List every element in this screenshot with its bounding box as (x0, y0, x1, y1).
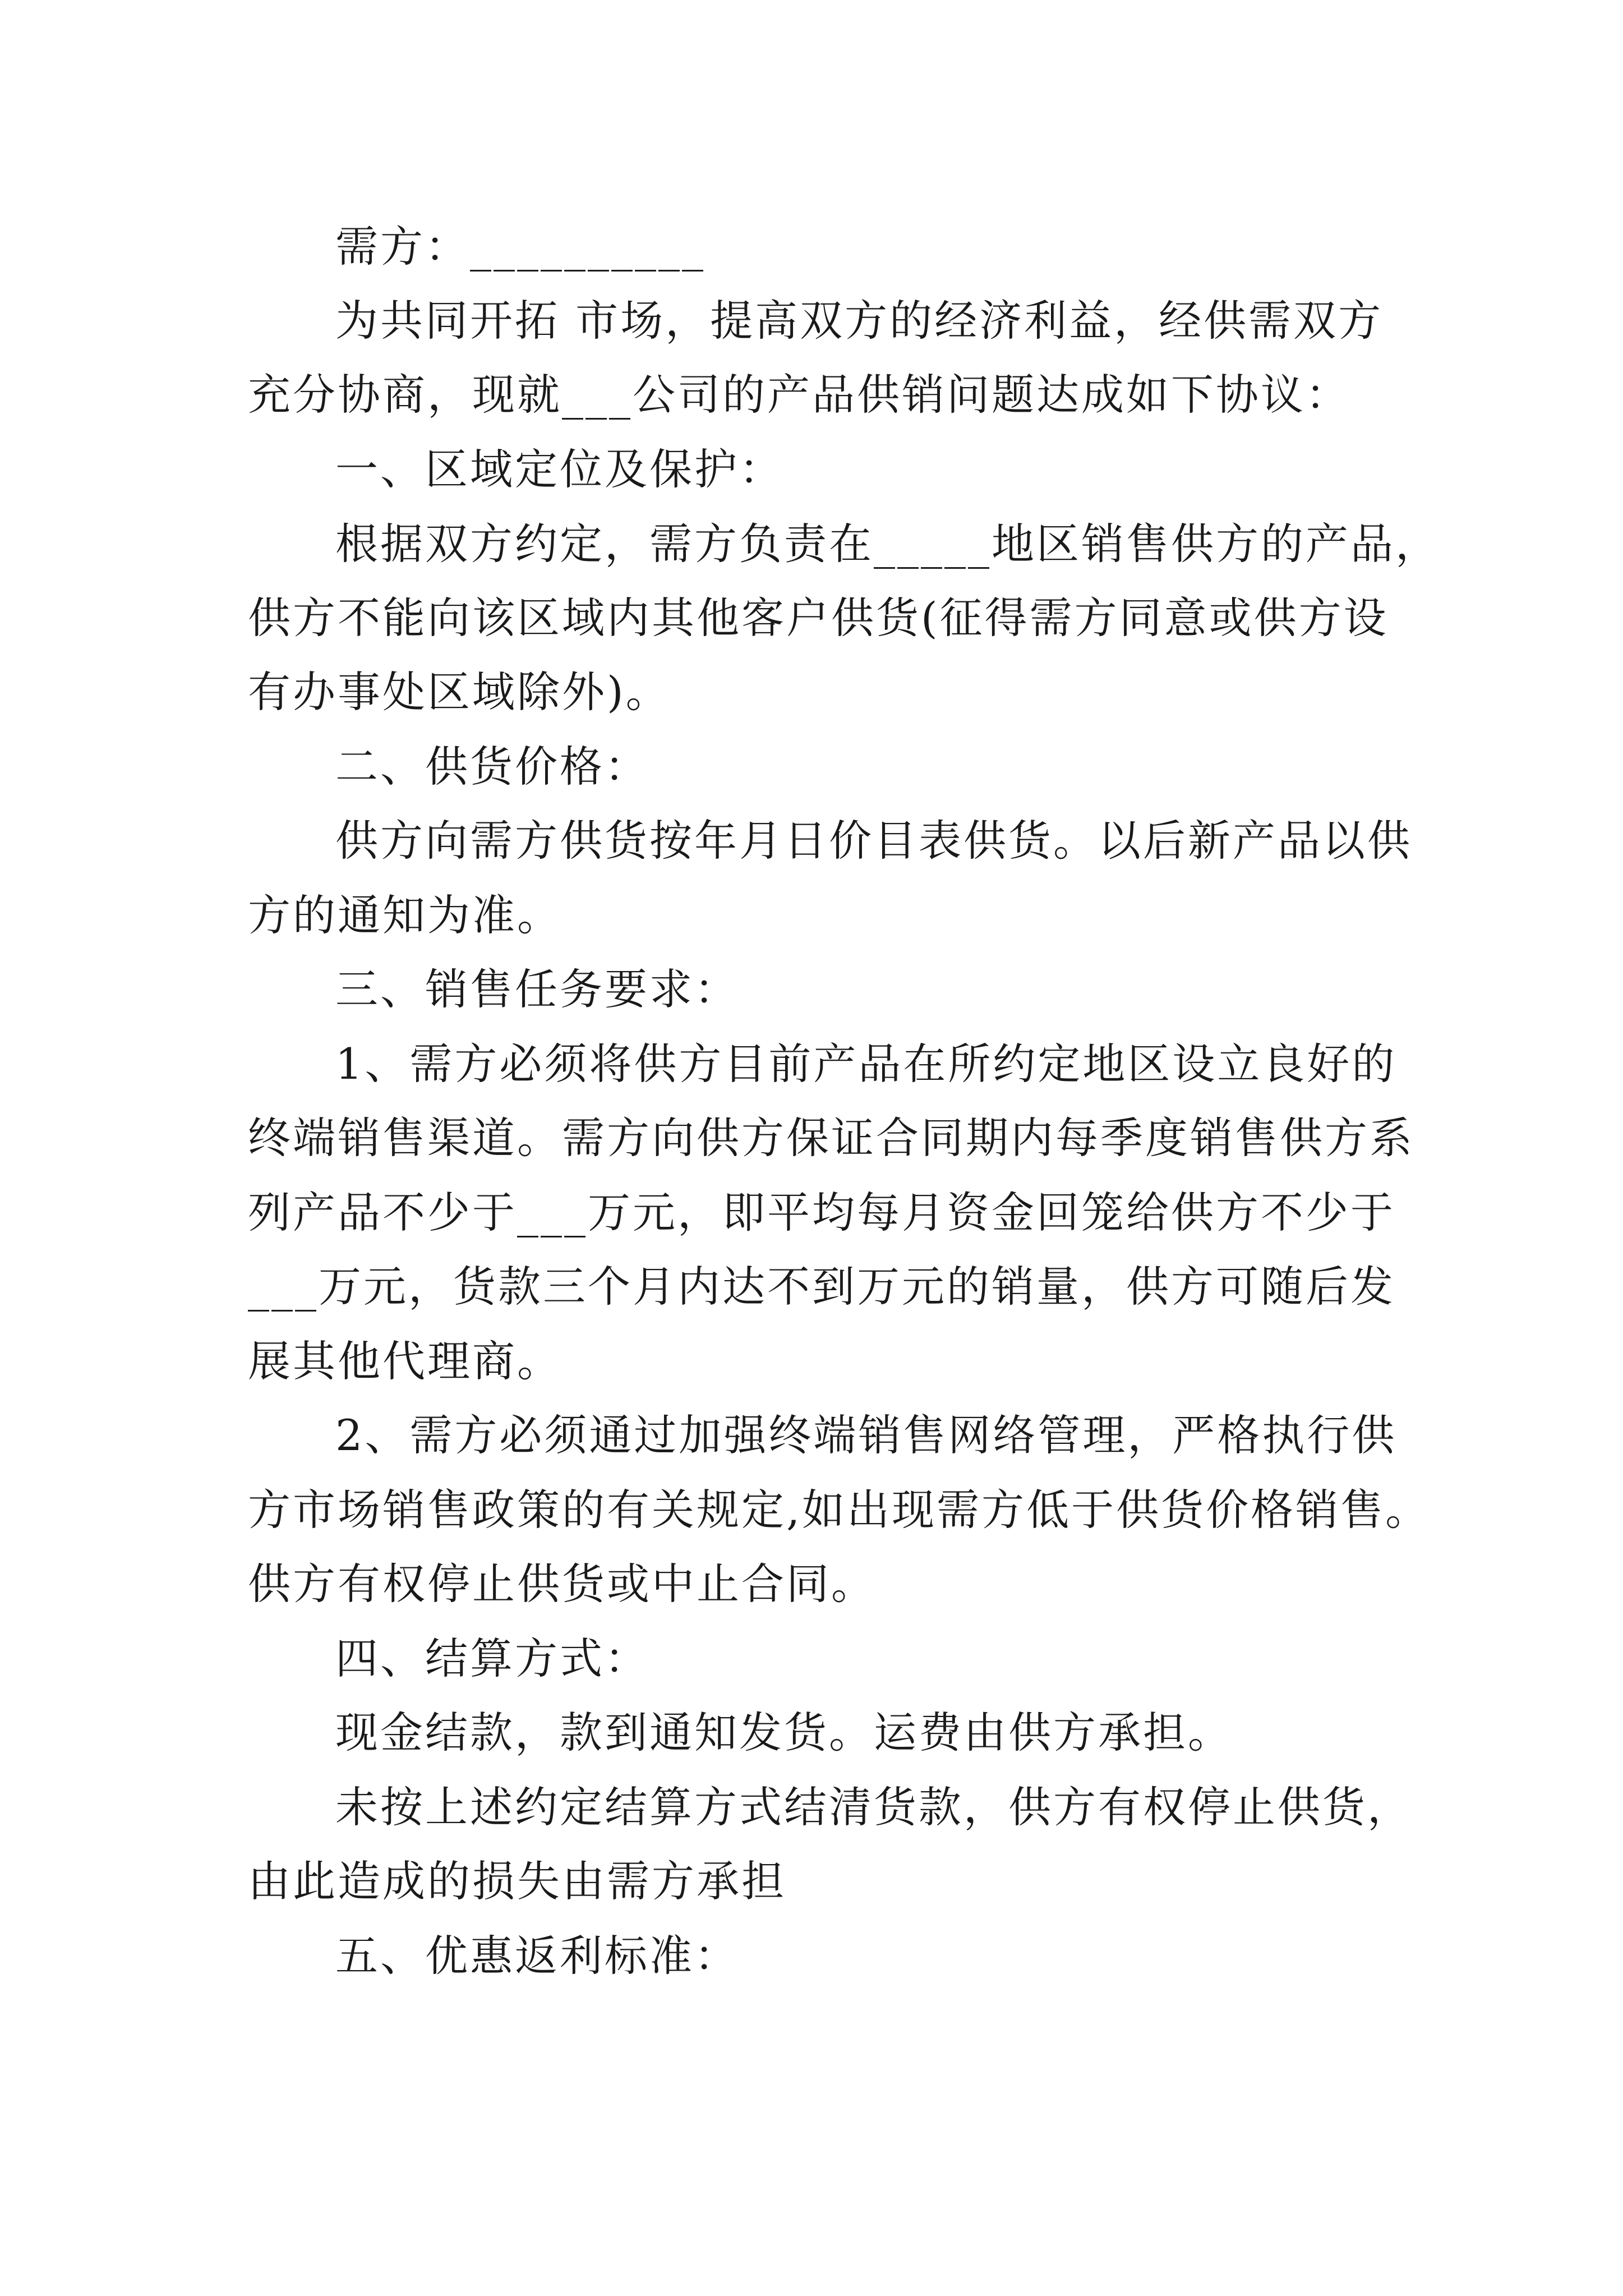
clause-3-2: 2、需方必须通过加强终端销售网络管理，严格执行供 (335, 1410, 1397, 1460)
buyer-field: 需方：__________ (335, 222, 706, 272)
paragraph-preamble: 为共同开拓 市场，提高双方的经济利益，经供需双方 (335, 296, 1384, 346)
paragraph-settlement-2-cont: 由此造成的损失由需方承担 (248, 1856, 786, 1906)
clause-3-1: 1、需方必须将供方目前产品在所约定地区设立良好的 (335, 1039, 1397, 1089)
section-heading-5: 五、优惠返利标准： (335, 1931, 739, 1981)
paragraph-price: 供方向需方供货按年月日价目表供货。以后新产品以供 (335, 816, 1412, 866)
clause-3-2-cont: 方市场销售政策的有关规定,如出现需方低于供货价格销售。 (248, 1485, 1431, 1535)
clause-3-1-cont: 列产品不少于___万元，即平均每月资金回笼给供方不少于 (248, 1188, 1395, 1237)
section-heading-4: 四、结算方式： (335, 1634, 649, 1683)
clause-3-2-cont: 供方有权停止供货或中止合同。 (248, 1559, 876, 1609)
section-heading-1: 一、区域定位及保护： (335, 444, 784, 494)
paragraph-region-cont: 有办事处区域除外)。 (248, 667, 671, 717)
clause-3-1-cont: 终端销售渠道。需方向供方保证合同期内每季度销售供方系 (248, 1113, 1414, 1163)
paragraph-region: 根据双方约定，需方负责在_____地区销售供方的产品， (335, 519, 1440, 569)
clause-3-1-cont: ___万元，货款三个月内达不到万元的销量，供方可随后发 (248, 1262, 1395, 1312)
paragraph-settlement-2: 未按上述约定结算方式结清货款，供方有权停止供货， (335, 1782, 1412, 1832)
paragraph-price-cont: 方的通知为准。 (248, 890, 562, 940)
paragraph-region-cont: 供方不能向该区域内其他客户供货(征得需方同意或供方设 (248, 593, 1389, 643)
section-heading-3: 三、销售任务要求： (335, 964, 739, 1014)
clause-3-1-cont: 展其他代理商。 (248, 1336, 562, 1386)
section-heading-2: 二、供货价格： (335, 742, 649, 792)
paragraph-preamble-cont: 充分协商，现就___公司的产品供销问题达成如下协议： (248, 370, 1350, 420)
paragraph-settlement: 现金结款，款到通知发货。运费由供方承担。 (335, 1708, 1233, 1757)
